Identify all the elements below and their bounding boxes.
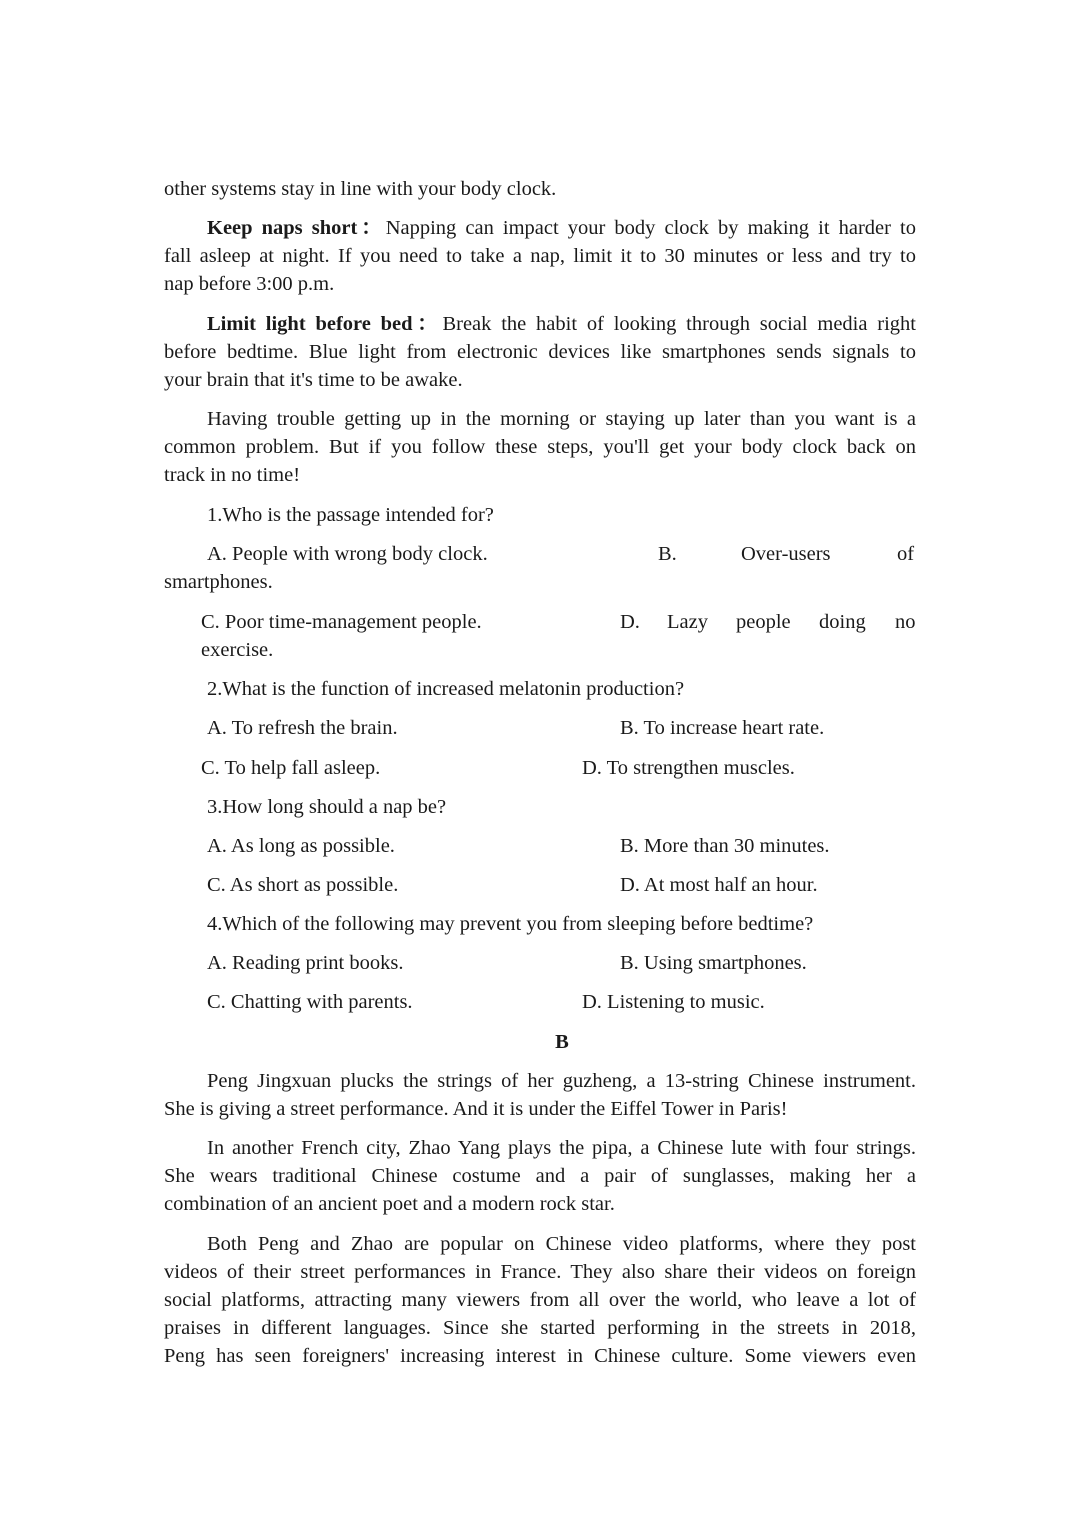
option-d: D. At most half an hour. bbox=[620, 874, 818, 896]
passage-b-p2-line1: In another French city, Zhao Yang plays the pipa, a Chinese lute with four strings. bbox=[207, 1137, 916, 1159]
passage-b-p1-line2: She is giving a street performance. And it is under the Eiffel Tower in Paris! bbox=[164, 1098, 788, 1120]
option-d-part: no bbox=[895, 611, 916, 633]
option-b: B. More than 30 minutes. bbox=[620, 835, 830, 857]
passage-b-p2-line2: She wears traditional Chinese costume and a pair of sunglasses, making her a bbox=[164, 1165, 916, 1187]
tip-light-line3: your brain that it's time to be awake. bbox=[164, 369, 463, 391]
option-b-continued: smartphones. bbox=[164, 571, 273, 593]
option-b-part: Over-users bbox=[741, 543, 831, 565]
option-d-continued: exercise. bbox=[201, 639, 274, 661]
conclusion-line3: track in no time! bbox=[164, 464, 301, 486]
option-d-part: doing bbox=[819, 611, 866, 633]
option-b-part: B. bbox=[658, 543, 677, 565]
tip-light-line2: before bedtime. Blue light from electronic devices like smartphones sends signals to bbox=[164, 341, 916, 363]
question-stem: 3.How long should a nap be? bbox=[207, 796, 447, 818]
tip-naps-heading: Keep naps short： bbox=[207, 217, 386, 239]
tip-light-text: Break the habit of looking through social media right bbox=[442, 313, 916, 335]
option-c: C. Poor time-management people. bbox=[201, 611, 482, 633]
option-a: A. People with wrong body clock. bbox=[207, 543, 488, 565]
passage-b-p3-line4: praises in different languages. Since she started performing in the streets in 2018, bbox=[164, 1317, 916, 1339]
question-stem: 1.Who is the passage intended for? bbox=[207, 504, 494, 526]
passage-b-p3-line5: Peng has seen foreigners' increasing interest in Chinese culture. Some viewers even bbox=[164, 1345, 916, 1367]
option-b: B. Using smartphones. bbox=[620, 952, 807, 974]
passage-b-p3-line1: Both Peng and Zhao are popular on Chinese video platforms, where they post bbox=[207, 1233, 916, 1255]
passage-b-p3-line3: social platforms, attracting many viewers from all over the world, who leave a lot of bbox=[164, 1289, 916, 1311]
option-d-part: people bbox=[736, 611, 791, 633]
option-d: D. Listening to music. bbox=[582, 991, 765, 1013]
passage-b-p3-line2: videos of their street performances in France. They also share their videos on foreign bbox=[164, 1261, 916, 1283]
section-heading: B bbox=[555, 1031, 569, 1053]
tip-naps-line2: fall asleep at night. If you need to take a nap, limit it to 30 minutes or less and try to bbox=[164, 245, 916, 267]
question-stem: 2.What is the function of increased melatonin production? bbox=[207, 678, 685, 700]
conclusion-line1: Having trouble getting up in the morning or staying up later than you want is a bbox=[207, 408, 916, 430]
option-c: C. To help fall asleep. bbox=[201, 757, 381, 779]
question-stem: 4.Which of the following may prevent you from sleeping before bedtime? bbox=[207, 913, 814, 935]
tip-naps-text: Napping can impact your body clock by making it harder to bbox=[385, 217, 916, 239]
conclusion-line2: common problem. But if you follow these steps, you'll get your body clock back on bbox=[164, 436, 916, 458]
option-d: D. To strengthen muscles. bbox=[582, 757, 795, 779]
option-a: A. As long as possible. bbox=[207, 835, 395, 857]
tip-light-line1 bbox=[207, 310, 916, 338]
passage-b-p1-line1: Peng Jingxuan plucks the strings of her guzheng, a 13-string Chinese instrument. bbox=[207, 1070, 916, 1092]
option-a: A. Reading print books. bbox=[207, 952, 404, 974]
option-b: B. To increase heart rate. bbox=[620, 717, 825, 739]
option-c: C. Chatting with parents. bbox=[207, 991, 413, 1013]
paragraph-line: other systems stay in line with your body clock. bbox=[164, 178, 557, 200]
option-c: C. As short as possible. bbox=[207, 874, 399, 896]
option-d-part: D. bbox=[620, 611, 640, 633]
tip-light-heading: Limit light before bed： bbox=[207, 313, 443, 335]
option-d-part: Lazy bbox=[667, 611, 708, 633]
passage-b-p2-line3: combination of an ancient poet and a modern rock star. bbox=[164, 1193, 615, 1215]
option-b-part: of bbox=[897, 543, 915, 565]
option-a: A. To refresh the brain. bbox=[207, 717, 398, 739]
tip-naps-line3: nap before 3:00 p.m. bbox=[164, 273, 335, 295]
tip-naps-line1 bbox=[207, 214, 916, 242]
